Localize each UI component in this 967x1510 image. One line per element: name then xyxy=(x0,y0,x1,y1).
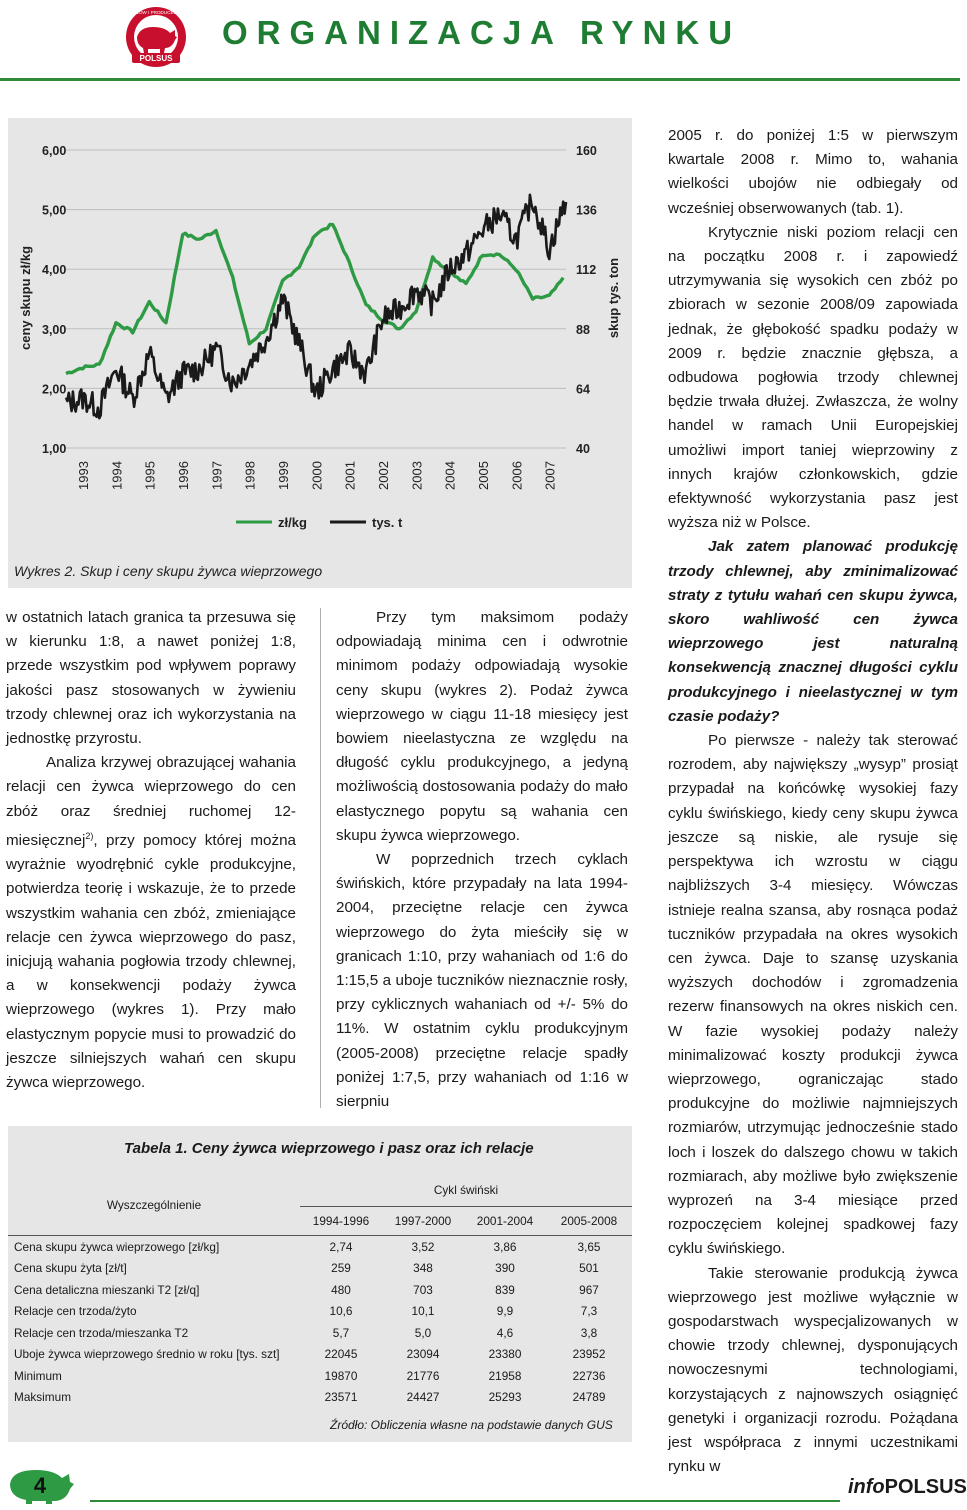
y-tick-label: 1,00 xyxy=(42,442,67,456)
table-cell: 3,86 xyxy=(493,1239,517,1254)
article-column-1 xyxy=(6,606,296,1095)
table-row xyxy=(8,1236,632,1258)
series-line-volume xyxy=(66,195,566,418)
page-number-badge xyxy=(6,1466,78,1502)
table-cell: 3,65 xyxy=(577,1239,601,1254)
y2-tick-label: 160 xyxy=(576,144,597,158)
table-row xyxy=(8,1387,632,1409)
paragraph: Krytycznie niski poziom relacji cen na początku 2008 r. i zapowiedź utrzymywania się wysokich cen zbóż po zbiorach w sezonie 2008/09 zapowiada jednak, że głębokość spadku podaży w 2009 r. będzie znacznie głębsza, a odbudowa pogłowia trzody chlewnej będzie trwała dłużej. Zwłaszcza, że wolny handel w ramach Unii Europejskiej umożliwi import taniej wieprzowiny z innych krajów członkowskich, gdzie efektywność wykorzystania pasz jest wyższa niż w Polsce. xyxy=(668,223,958,532)
x-tick-label: 2000 xyxy=(309,461,325,490)
table-cell: 23571 xyxy=(324,1390,358,1405)
table-row xyxy=(8,1365,632,1387)
table-cell: 23094 xyxy=(406,1347,440,1362)
y2-tick-label: 40 xyxy=(576,442,590,456)
legend-label-volume: tys. t xyxy=(372,515,403,530)
y-axis-title: ceny skupu zł/kg xyxy=(18,245,33,351)
table-row-label: Relacje cen trzoda/mieszanka T2 xyxy=(14,1325,189,1340)
table-row-label: Minimum xyxy=(14,1368,62,1383)
y-tick-label: 2,00 xyxy=(42,382,67,397)
table-row xyxy=(8,1258,632,1280)
x-tick-label: 2007 xyxy=(542,461,558,490)
table-row-label: Cena skupu żyta [zł/t] xyxy=(14,1261,127,1276)
table-row xyxy=(8,1344,632,1366)
paragraph xyxy=(6,751,296,1095)
y2-tick-label: 64 xyxy=(576,382,590,397)
column-divider xyxy=(320,608,321,1108)
chart-caption: Wykres 2. Skup i ceny skupu żywca wieprzowego xyxy=(14,563,323,579)
y2-tick-label: 136 xyxy=(576,203,597,218)
table-row xyxy=(8,1322,632,1344)
x-tick-label: 1997 xyxy=(209,461,225,490)
article-column-2 xyxy=(336,606,628,1114)
x-tick-label: 1998 xyxy=(242,461,258,490)
page-number: 4 xyxy=(33,1473,47,1498)
table-header-period: 1997-2000 xyxy=(382,1207,464,1236)
y2-axis-title: skup tys. ton xyxy=(606,257,621,339)
table-cell: 839 xyxy=(495,1282,515,1297)
y-tick-label: 4,00 xyxy=(42,263,67,278)
table-cell: 23952 xyxy=(572,1347,606,1362)
paragraph: Po pierwsze - należy tak sterować rozrodem, aby największy „wysyp” prosiąt przypadał na końcówkę wysokiej fazy cyklu świńskiego, kiedy ceny skupu żywca jeszcze są niskie, ale rysuje się perspektywa ich wzrostu w ciągu najbliższych 3-4 miesięcy. Wówczas istnieje realna szansa, aby rosnąca podaż tuczników przypadała na okres wysokich cen żywca. Daje to szansę uzyskania wyższych dochodów i zgromadzenia rezerw finansowych na okres niskich cen. W fazie wysokiej podaży należy minimalizować koszty produkcji żywca wieprzowego, ograniczając stado produkcyjne do możliwie najmniejszych rozmiarów, utrzymując jednocześnie stado loch i loszek do dalszego chowu w takich rozmiarach, aby możliwe było zwiększenie wyprozeń na 3-4 miesiące przed rozpoczęciem kolejnej spadkowej fazy cyklu świńskiego. xyxy=(668,732,958,1258)
x-tick-label: 2003 xyxy=(409,461,425,490)
table-row-label: Cena detaliczna mieszanki T2 [zł/q] xyxy=(14,1282,200,1297)
brand-name: POLSUS xyxy=(884,1476,967,1498)
table-header-period: 2001-2004 xyxy=(464,1207,546,1236)
y-tick-label: 5,00 xyxy=(42,203,67,218)
table-source: Źródło: Obliczenia własne na podstawie danych GUS xyxy=(330,1418,613,1432)
footnote-mark: 2) xyxy=(85,830,94,841)
table-title: Tabela 1. Ceny żywca wieprzowego i pasz oraz ich relacje xyxy=(124,1140,534,1157)
brand-footer xyxy=(848,1476,967,1499)
table-cell: 21958 xyxy=(488,1368,522,1383)
paragraph-part: , przy pomocy której można wyrażnie wyodrębnić cykle produkcyjne, potwierdza teorię i wskazuje, że to przede wszystkim wahania cen zbóż, zmieniające relacje cen żywca wieprzowego do pasz, inicjują wahania pogłowia trzody chlewnej, a w konsekwencji podaży żywca wieprzowego (wykres 1). Przy mało elastycznym popycie musi to prowadzić do jeszcze silniejszych wahań cen skupu żywca wieprzowego. xyxy=(6,831,296,1091)
paragraph-part: Analiza krzywej obrazującej wahania relacji cen żywca wieprzowego do cen zbóż oraz średniej ruchomej 12-miesięcznej xyxy=(6,754,296,849)
table-cell: 259 xyxy=(331,1261,351,1276)
table-header-period: 2005-2008 xyxy=(546,1207,632,1236)
table-cell: 501 xyxy=(579,1261,599,1276)
table-cell: 22736 xyxy=(572,1368,606,1383)
table-cell: 25293 xyxy=(488,1390,522,1405)
y-tick-label: 6,00 xyxy=(42,144,67,158)
brand-prefix: info xyxy=(848,1476,885,1498)
table-cell: 24427 xyxy=(406,1390,440,1405)
table-cell: 10,6 xyxy=(329,1304,353,1319)
y2-tick-label: 88 xyxy=(576,322,590,337)
table-cell: 480 xyxy=(331,1282,351,1297)
x-tick-label: 1993 xyxy=(76,461,91,490)
data-table xyxy=(8,1174,632,1408)
table-cell: 3,8 xyxy=(580,1325,598,1340)
table-row-label: Maksimum xyxy=(14,1390,72,1405)
table-row-label: Cena skupu żywca wieprzowego [zł/kg] xyxy=(14,1239,220,1254)
table-cell: 10,1 xyxy=(411,1304,435,1319)
table-cell: 4,6 xyxy=(496,1325,514,1340)
table-cell: 23380 xyxy=(488,1347,522,1362)
series-line-price xyxy=(66,225,563,374)
logo-ring-text: POLSKI ZWIĄZEK HODOWCÓW I PRODUCENTÓW TRZODY CHLEWNEJ xyxy=(77,10,235,15)
table-cell: 5,7 xyxy=(332,1325,350,1340)
table-cell: 9,9 xyxy=(496,1304,514,1319)
table-header-period: 1994-1996 xyxy=(300,1207,382,1236)
paragraph: w ostatnich latach granica ta przesuwa się w kierunku 1:8, a nawet poniżej 1:8, przede wszystkim pod wpływem poprawy jakości pasz stosowanych w żywieniu trzody chlewnej oraz ich wykorzystania na jednostkę przyrostu. xyxy=(6,609,296,748)
logo-text: POLSUS xyxy=(139,54,173,63)
table-cell: 348 xyxy=(413,1261,433,1276)
table-cell: 22045 xyxy=(324,1347,358,1362)
table-row-label: Relacje cen trzoda/żyto xyxy=(14,1304,137,1319)
footer-rule xyxy=(90,1500,840,1502)
table-cell: 967 xyxy=(579,1282,599,1297)
x-tick-label: 2002 xyxy=(376,461,391,490)
legend-label-price: zł/kg xyxy=(278,515,307,530)
table-cell: 21776 xyxy=(406,1368,440,1383)
table-row xyxy=(8,1301,632,1323)
section-title: ORGANIZACJA RYNKU xyxy=(222,14,742,51)
table-header-label: Wyszczególnienie xyxy=(8,1174,300,1236)
table-cell: 2,74 xyxy=(329,1239,353,1254)
table-cell: 7,3 xyxy=(580,1304,598,1319)
table-header-group: Cykl świński xyxy=(300,1174,632,1207)
x-tick-label: 1999 xyxy=(276,461,291,490)
table-cell: 390 xyxy=(495,1261,515,1276)
article-column-3 xyxy=(668,124,958,1479)
y-tick-label: 3,00 xyxy=(42,322,67,337)
y2-tick-label: 112 xyxy=(576,263,597,278)
x-tick-label: 1994 xyxy=(109,461,125,490)
table-row-label: Uboje żywca wieprzowego średnio w roku [tys. szt] xyxy=(14,1347,280,1362)
table-cell: 19870 xyxy=(324,1368,358,1383)
table-cell: 703 xyxy=(413,1282,433,1297)
table-cell: 3,52 xyxy=(411,1239,435,1254)
x-tick-label: 2004 xyxy=(442,461,458,490)
table-cell: 24789 xyxy=(572,1390,606,1405)
paragraph: Przy tym maksimom podaży odpowiadają minima cen i odwrotnie minimom podaży odpowiadają wysokie ceny skupu (wykres 2). Podaż żywca wieprzowego w ciągu 11-18 miesięcy jest bowiem nieelastyczna ze względu na długość cyklu produkcyjnego, a jedyną możliwością dostosowania podaży do mało elastycznego popytu są wahania cen skupu żywca wieprzowego. xyxy=(336,609,628,844)
x-tick-label: 2005 xyxy=(476,461,491,490)
paragraph-question: Jak zatem planować produkcję trzody chlewnej, aby zminimalizować straty z tytułu wahań cen skupu żywca, skoro wahliwość cen żywca wieprzowego jest naturalną konsekwencją znacznej długości cyklu produkcyjnego i nieelastycznej w tym czasie podaży? xyxy=(668,538,958,725)
paragraph: 2005 r. do poniżej 1:5 w pierwszym kwartale 2008 r. Mimo to, wahania wielkości ubojów nie odbiegały od wcześniej obserwowanych (tab. 1). xyxy=(668,127,958,217)
table-row xyxy=(8,1279,632,1301)
x-tick-label: 1996 xyxy=(176,461,191,490)
x-tick-label: 1995 xyxy=(142,461,158,490)
x-tick-label: 2006 xyxy=(509,461,525,490)
x-tick-label: 2001 xyxy=(342,461,358,490)
paragraph: W poprzednich trzech cyklach świńskich, które przypadały na lata 1994-2004, przeciętne relacje cen żywca wieprzowego do żyta mieściły się w granicach 1:10, przy wahaniach od 1:6 do 1:15,5 a uboje tuczników nieznacznie rosły, przy cyklicznych wahaniach od +/- 5% do 11%. W ostatnim cyklu produkcyjnym (2005-2008) przeciętne relacje spadły poniżej 1:7,5, przy wahaniach od 1:16 w sierpniu xyxy=(336,851,628,1111)
table-cell: 5,0 xyxy=(414,1325,432,1340)
paragraph: Takie sterowanie produkcją żywca wieprzowego jest możliwe wyłącznie w gospodarstwach wyspecjalizowanych w chowie trzody chlewnej, dysponujących nowoczesnymi technologiami, korzystających z najnowszych osiągnięć genetyki i organizacji rozrodu. Pożądana jest współpraca z innymi uczestnikami rynku w xyxy=(668,1264,958,1476)
